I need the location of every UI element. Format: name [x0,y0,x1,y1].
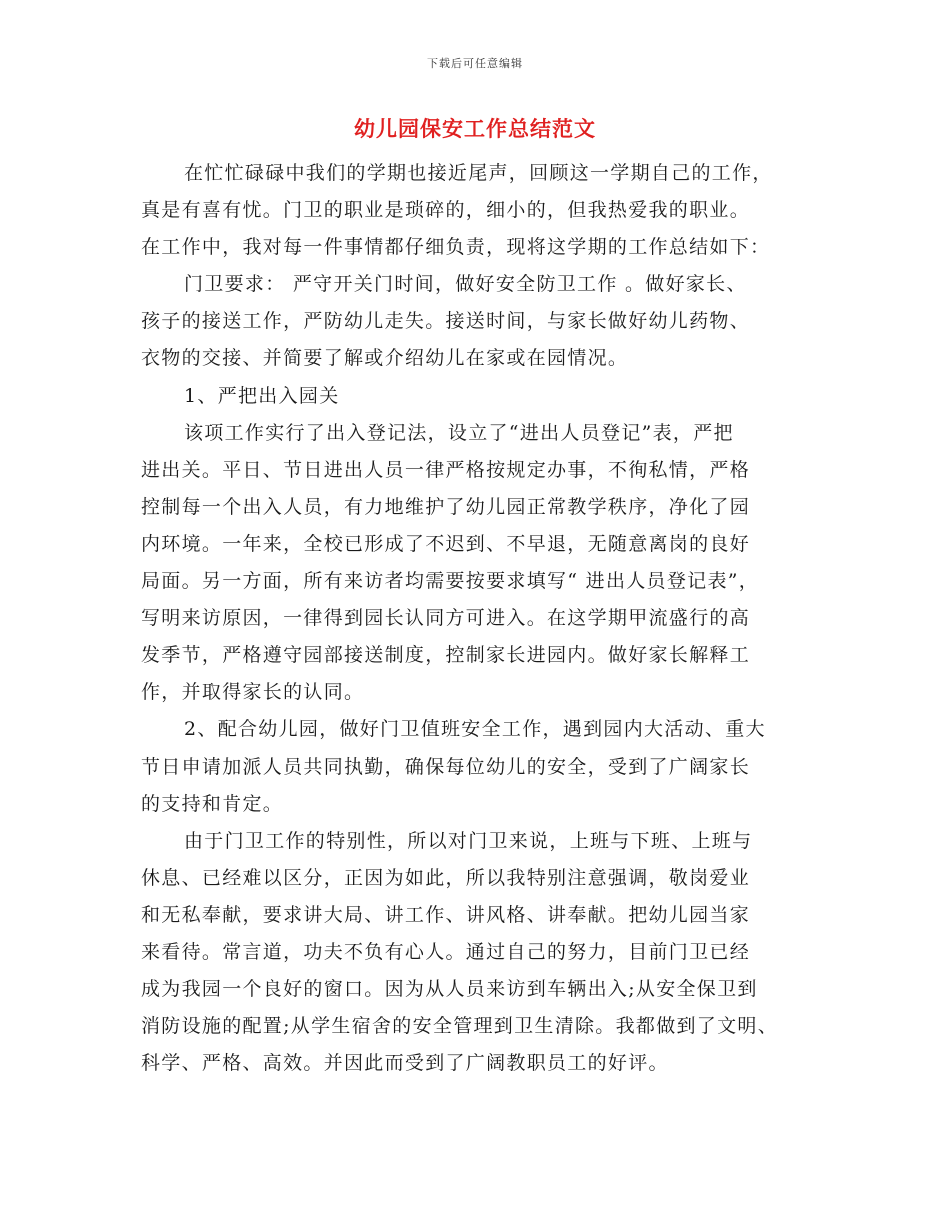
text-line: 真是有喜有忧。门卫的职业是琐碎的，细小的，但我热爱我的职业。 [141,199,751,222]
text-line: 和无私奉献，要求讲大局、讲工作、讲风格、讲奉献。把幼儿园当家 [141,903,751,926]
text-line: 进出关。平日、节日进出人员一律严格按规定办事，不徇私情，严格 [141,458,751,481]
text-line: 发季节，严格遵守园部接送制度，控制家长进园内。做好家长解释工 [141,644,751,667]
text-line: 来看待。常言道，功夫不负有心人。通过自己的努力，目前门卫已经 [141,940,751,963]
text-line: 作，并取得家长的认同。 [141,681,365,704]
text-line: 在工作中，我对每一件事情都仔细负责，现将这学期的工作总结如下： [141,236,771,259]
text-line: 休息、已经难以区分，正因为如此，所以我特别注意强调，敬岗爱业 [141,866,751,889]
text-line: 写明来访原因，一律得到园长认同方可进入。在这学期甲流盛行的高 [141,607,751,630]
text-line: 内环境。一年来，全校已形成了不迟到、不早退，无随意离岗的良好 [141,532,751,555]
text-line: 科学、严格、高效。并因此而受到了广阔教职员工的好评。 [141,1052,669,1075]
text-line: 孩子的接送工作，严防幼儿走失。接送时间，与家长做好幼儿药物、 [141,310,751,333]
text-line: 门卫要求： 严守开关门时间，做好安全防卫工作 。做好家长、 [184,273,747,296]
text-line: 消防设施的配置;从学生宿舍的安全管理到卫生清除。我都做到了文明、 [141,1015,779,1038]
text-line: 节日申请加派人员共同执勤，确保每位幼儿的安全，受到了广阔家长 [141,755,751,778]
document-title: 幼儿园保安工作总结范文 [354,116,596,141]
text-line: 衣物的交接、并简要了解或介绍幼儿在家或在园情况。 [141,347,629,370]
document-body [141,155,821,1082]
text-line: 2、配合幼儿园，做好门卫值班安全工作，遇到园内大活动、重大 [184,718,766,741]
text-line: 的支持和肯定。 [141,792,284,815]
text-line: 控制每一个出入人员，有力地维护了幼儿园正常教学秩序，净化了园 [141,495,751,518]
text-line: 成为我园一个良好的窗口。因为从人员来访到车辆出入;从安全保卫到 [141,978,758,1001]
text-line: 由于门卫工作的特别性，所以对门卫来说，上班与下班、上班与 [184,829,753,852]
text-line: 在忙忙碌碌中我们的学期也接近尾声，回顾这一学期自己的工作， [184,162,773,184]
header-note: 下载后可任意编辑 [427,57,523,70]
text-line: 该项工作实行了出入登记法，设立了“进出人员登记”表，严把 [184,421,734,444]
text-line: 局面。另一方面，所有来访者均需要按要求填写“ 进出人员登记表”， [141,570,760,593]
text-line: 1、严把出入园关 [184,384,340,407]
